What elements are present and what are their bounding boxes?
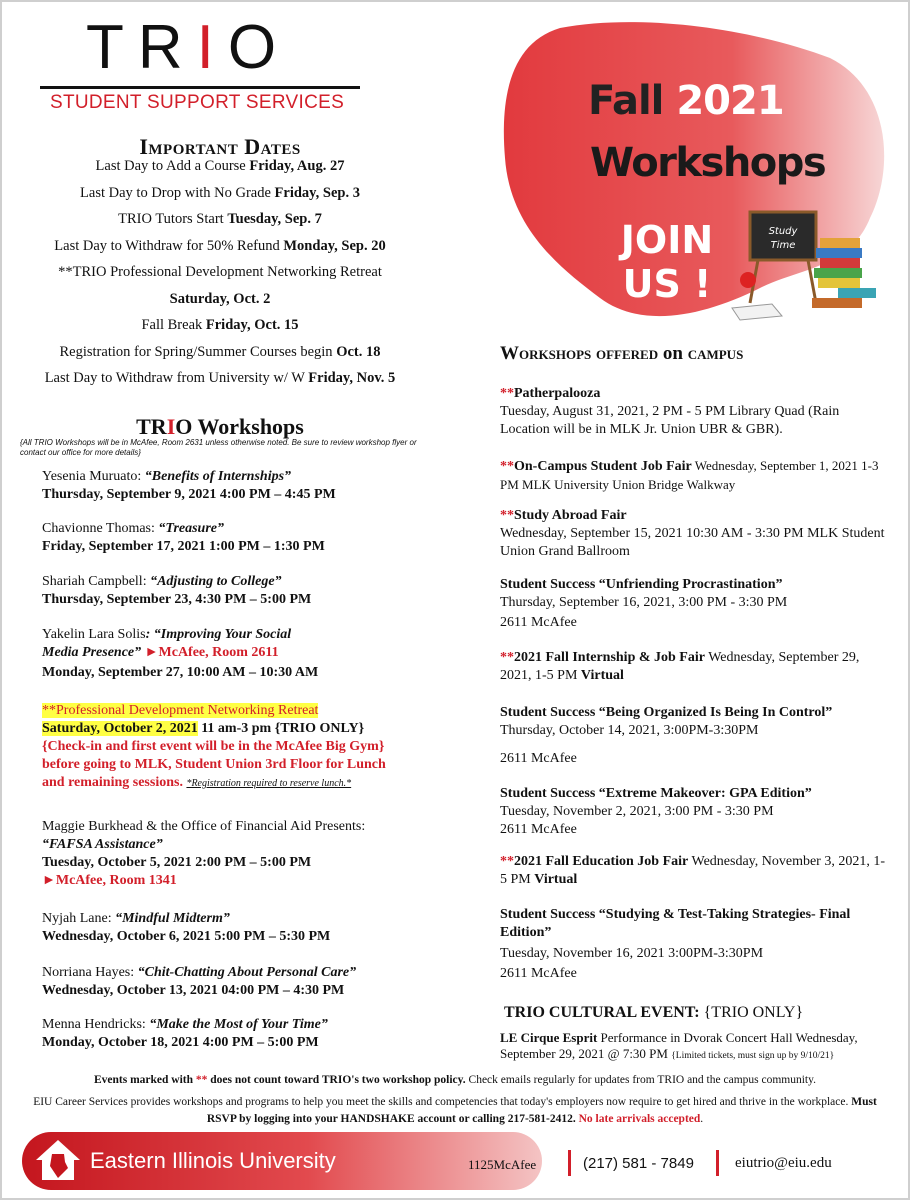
workshop-item: Yakelin Lara Solis: “Improving Your Social Media Presence” ►McAfee, Room 2611 Monday, September 27, 10:00 AM – 10:30 AM (42, 627, 319, 680)
workshop-item: Chavionne Thomas: “Treasure” Friday, September 17, 2021 1:00 PM – 1:30 PM (42, 521, 325, 554)
trio-workshops-title: TRIO Workshops (136, 414, 304, 439)
campus-item: **2021 Fall Education Job Fair Wednesday, November 3, 2021, 1-5 PM Virtual (500, 854, 886, 887)
workshop-item: Norriana Hayes: “Chit-Chatting About Personal Care” Wednesday, October 13, 2021 04:00 PM – 4:30 PM (42, 965, 357, 998)
hero-join: JOIN US ! (620, 218, 714, 306)
campus-item: Student Success “Being Organized Is Being In Control” Thursday, October 14, 2021, 3:00PM-3:30PM 2611 McAfee (500, 705, 833, 766)
illinois-state-icon (34, 1138, 82, 1182)
footer-career-note: EIU Career Services provides workshops and programs to help you meet the skills and competencies that today's employers now require to get hired and thrive in the workplace. Must RSVP by logging into your HANDSHAKE account or calling 217-581-2412. No late arrivals accepted. (33, 1096, 877, 1125)
important-dates-title: Important Dates (139, 134, 301, 159)
workshop-item: Yesenia Muruato: “Benefits of Internships” Thursday, September 9, 2021 4:00 PM – 4:45 PM (42, 469, 336, 502)
trio-workshops-note: {All TRIO Workshops will be in McAfee, Room 2631 unless otherwise noted. Be sure to review workshop flyer or contact our office for more details} (20, 438, 417, 457)
hero-fall: Fall 2021 (588, 78, 784, 124)
important-date-row: **TRIO Professional Development Networking Retreat (58, 264, 382, 280)
footer-address: 1125McAfee (468, 1157, 537, 1172)
retreat-item: **Professional Development Networking Retreat Saturday, October 2, 2021 11 am-3 pm {TRIO ONLY} {Check-in and first event will be in the McAfee Big Gym} before going to MLK, Student Union 3rd Floor for Lunch and remaining sessions. *Registration required to reserve lunch.* (42, 703, 386, 790)
important-date-row: TRIO Tutors Start Tuesday, Sep. 7 (118, 211, 322, 227)
important-date-row: Fall Break Friday, Oct. 15 (141, 317, 299, 333)
important-date-row: Last Day to Withdraw from University w/ W Friday, Nov. 5 (44, 370, 396, 386)
footer-divider (716, 1150, 719, 1176)
campus-item: Student Success “Extreme Makeover: GPA Edition” Tuesday, November 2, 2021, 3:00 PM - 3:30 PM 2611 McAfee (500, 786, 812, 837)
study-time-illustration (728, 208, 878, 326)
campus-item: **Patherpalooza Tuesday, August 31, 2021, 2 PM - 5 PM Library Quad (Rain Location will be in MLK Jr. Union UBR & GBR). (500, 386, 840, 437)
campus-item: Student Success “Unfriending Procrastination” Thursday, September 16, 2021, 3:00 PM - 3:30 PM 2611 McAfee (500, 577, 788, 630)
campus-item: **Study Abroad Fair Wednesday, September 15, 2021 10:30 AM - 3:30 PM MLK Student Union Grand Ballroom (500, 508, 885, 559)
important-dates-list (10, 156, 430, 395)
cultural-event: LE Cirque Esprit Performance in Dvorak Concert Hall Wednesday, September 29, 2021 @ 7:30 PM {Limited tickets, must sign up by 9/10/21} (500, 1030, 858, 1061)
hero-workshops: Workshops (590, 140, 826, 186)
logo-rule (40, 86, 360, 89)
important-date-row: Last Day to Withdraw for 50% Refund Monday, Sep. 20 (54, 237, 386, 254)
university-name: Eastern Illinois University (90, 1148, 336, 1173)
campus-item: **2021 Fall Internship & Job Fair Wednesday, September 29, 2021, 1-5 PM Virtual (500, 650, 860, 683)
important-date-row: Last Day to Drop with No Grade Friday, Sep. 3 (80, 184, 360, 201)
footer-phone[interactable]: (217) 581 - 7849 (583, 1155, 694, 1172)
footer-events-note: Events marked with ** does not count toward TRIO's two workshop policy. Check emails regularly for updates from TRIO and the campus community. (93, 1074, 816, 1086)
chalkboard-text: Time (770, 240, 796, 251)
important-date-row: Last Day to Add a Course Friday, Aug. 27 (95, 158, 345, 174)
trio-logo: TRIO (86, 13, 291, 82)
footer-divider (568, 1150, 571, 1176)
workshop-item: Shariah Campbell: “Adjusting to College” Thursday, September 23, 4:30 PM – 5:00 PM (42, 574, 312, 607)
workshop-item: Nyjah Lane: “Mindful Midterm” Wednesday, October 6, 2021 5:00 PM – 5:30 PM (42, 911, 331, 944)
important-date-row: Saturday, Oct. 2 (169, 290, 271, 307)
campus-item: **On-Campus Student Job Fair Wednesday, September 1, 2021 1-3 PM MLK University Union Bridge Walkway (500, 458, 879, 492)
cultural-event-title: TRIO CULTURAL EVENT: {TRIO ONLY} (504, 1004, 804, 1021)
logo-subtitle: STUDENT SUPPORT SERVICES (50, 92, 345, 113)
chalkboard-text: Study (768, 226, 798, 237)
workshop-item: Maggie Burkhead & the Office of Financial Aid Presents: “FAFSA Assistance” Tuesday, October 5, 2021 2:00 PM – 5:00 PM ►McAfee, Room 1341 (42, 819, 366, 888)
important-date-row: Registration for Spring/Summer Courses begin Oct. 18 (59, 343, 381, 360)
campus-item: Student Success “Studying & Test-Taking Strategies- Final Edition” Tuesday, November 16, 2021 3:00PM-3:30PM 2611 McAfee (500, 907, 851, 981)
campus-workshops-title: Workshops offered on campus (500, 343, 744, 364)
workshop-item: Menna Hendricks: “Make the Most of Your Time” Monday, October 18, 2021 4:00 PM – 5:00 PM (42, 1017, 328, 1050)
footer-email[interactable]: eiutrio@eiu.edu (735, 1155, 832, 1171)
